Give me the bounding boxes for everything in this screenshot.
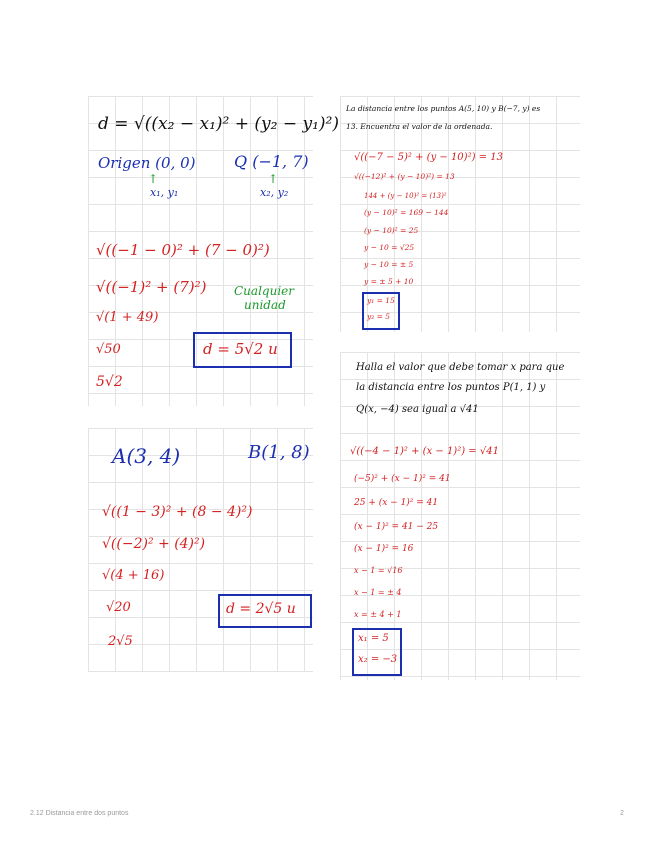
distance-formula: d = √((x₂ − x₁)² + (y₂ − y₁)²) [98, 114, 339, 134]
q-subscript-label: x₂, y₂ [260, 186, 289, 199]
ab-result: d = 2√5 u [226, 601, 296, 617]
ab-step-4: √20 [106, 600, 131, 615]
step-3: √(1 + 49) [96, 310, 159, 325]
page-number: 2 [620, 810, 624, 817]
ordinate-step-4: (y − 10)² = 169 − 144 [364, 208, 449, 217]
abscissa-step-6: x − 1 = √16 [354, 566, 403, 575]
ab-step-5: 2√5 [108, 634, 133, 649]
ab-step-3: √(4 + 16) [102, 568, 165, 583]
point-q: Q (−1, 7) [234, 152, 309, 171]
abscissa-step-1: √((−4 − 1)² + (x − 1)²) = √41 [350, 446, 499, 457]
point-b: B(1, 8) [248, 442, 310, 463]
ordinate-step-6: y − 10 = √25 [364, 243, 415, 252]
abscissa-step-8: x = ± 4 + 1 [354, 610, 402, 619]
abscissa-step-3: 25 + (x − 1)² = 41 [354, 498, 439, 508]
ordinate-step-8: y = ± 5 + 10 [364, 277, 414, 286]
ordinate-step-5: (y − 10)² = 25 [364, 226, 419, 235]
origin-subscript-label: x₁, y₁ [150, 186, 179, 199]
problem-line-2: la distancia entre los puntos P(1, 1) y [356, 382, 546, 393]
problem-line-1: Halla el valor que debe tomar x para que [356, 362, 565, 373]
point-a: A(3, 4) [112, 444, 181, 468]
abscissa-step-5: (x − 1)² = 16 [354, 544, 414, 554]
unit-note-line1: Cualquier [234, 284, 294, 298]
step-2: √((−1)² + (7)²) [96, 278, 207, 296]
abscissa-answer-1: x₁ = 5 [358, 633, 389, 644]
step-4: √50 [96, 342, 121, 357]
problem-line-3: Q(x, −4) sea igual a √41 [356, 404, 479, 415]
ab-step-2: √((−2)² + (4)²) [102, 536, 206, 552]
example-panel-ab [88, 428, 313, 672]
origin-label: Origen (0, 0) [98, 154, 196, 172]
ordinate-step-1: √((−7 − 5)² + (y − 10)²) = 13 [354, 152, 503, 163]
unit-note-line2: unidad [244, 298, 286, 312]
answer-2: y₂ = 5 [367, 312, 391, 321]
ab-step-1: √((1 − 3)² + (8 − 4)²) [102, 504, 253, 520]
abscissa-step-7: x − 1 = ± 4 [354, 588, 402, 597]
abscissa-step-4: (x − 1)² = 41 − 25 [354, 522, 439, 532]
step-1: √((−1 − 0)² + (7 − 0)²) [96, 241, 270, 259]
example-panel-origin [88, 96, 339, 406]
result: d = 5√2 u [203, 340, 278, 358]
problem-line-2: 13. Encuentra el valor de la ordenada. [346, 122, 493, 131]
exercise-panel-abscissa [340, 352, 580, 680]
ordinate-step-3: 144 + (y − 10)² = (13)² [364, 192, 447, 200]
step-5: 5√2 [96, 374, 123, 390]
abscissa-step-2: (−5)² + (x − 1)² = 41 [354, 474, 451, 484]
up-arrow-icon: ↑ [268, 172, 279, 186]
answer-1: y₁ = 15 [367, 296, 395, 305]
ordinate-step-2: √((−12)² + (y − 10)²) = 13 [354, 172, 455, 181]
ab-result-box [218, 594, 312, 628]
ordinate-step-7: y − 10 = ± 5 [364, 260, 414, 269]
problem-line-1: La distancia entre los puntos A(5, 10) y B(−7, y) es [346, 104, 541, 113]
result-box [193, 332, 292, 368]
exercise-panel-ordinate [340, 96, 580, 332]
answer-box [362, 292, 400, 330]
abscissa-answer-box [352, 628, 402, 676]
up-arrow-icon: ↑ [148, 172, 159, 186]
abscissa-answer-2: x₂ = −3 [358, 654, 398, 665]
footer-title: 2.12 Distancia entre dos puntos [30, 810, 129, 817]
